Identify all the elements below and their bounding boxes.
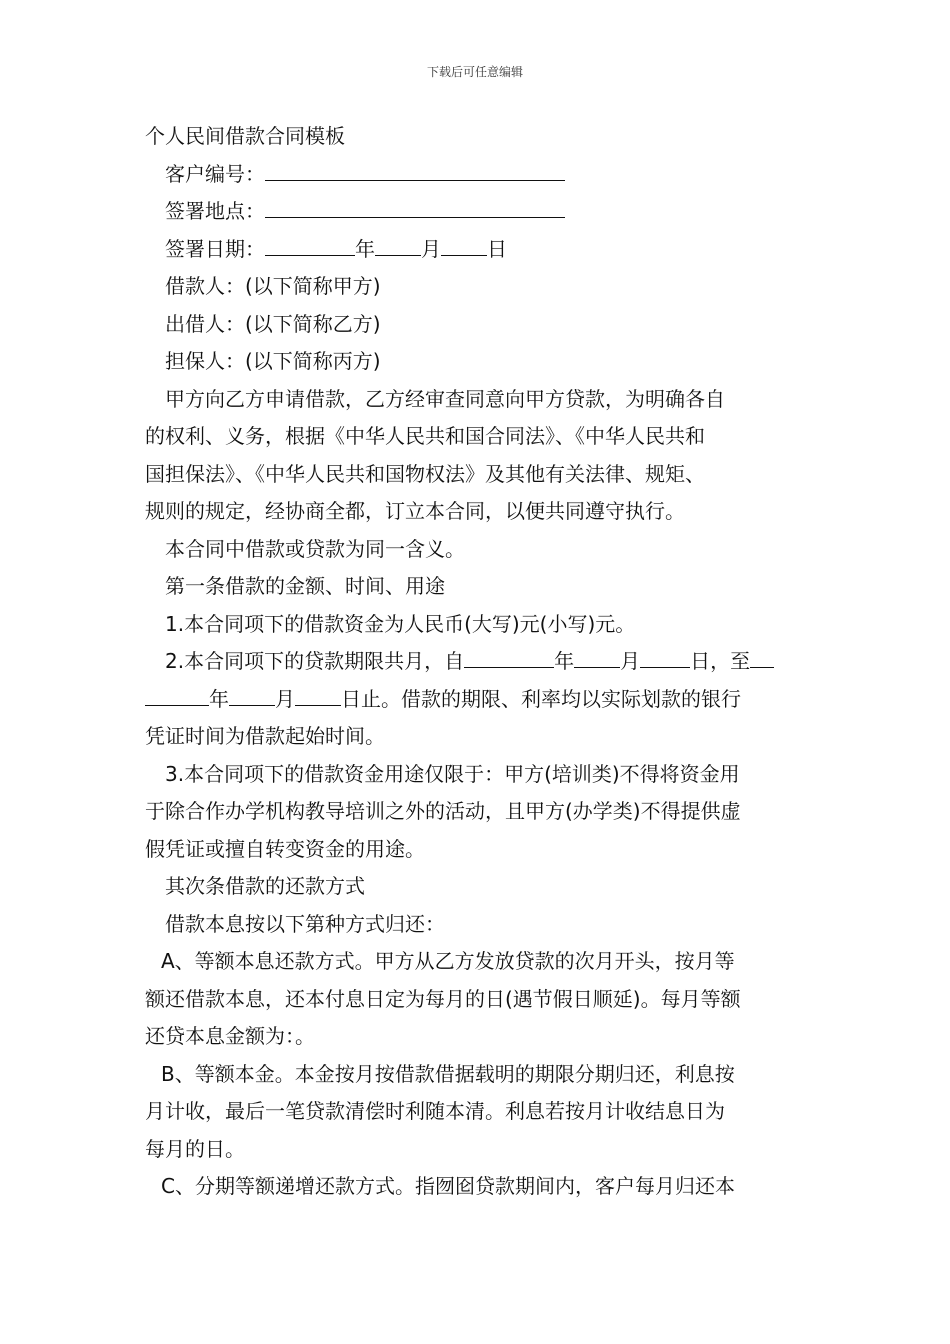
customer-number-blank: [265, 158, 565, 181]
sign-place-line: [145, 193, 815, 231]
customer-number-label: 客户编号：: [165, 161, 265, 186]
term-day-to-label: 日，至: [690, 649, 751, 673]
term-end-month-blank: [229, 683, 275, 706]
same-meaning-clause: 本合同中借款或贷款为同一含义。: [165, 536, 465, 561]
term-start-year-blank: [464, 645, 554, 668]
term-end-year-label: 年: [209, 686, 229, 711]
preamble-line-3: 国担保法》、《中华人民共和国物权法》及其他有关法律、规矩、: [145, 461, 705, 486]
sign-month-blank: [375, 233, 421, 256]
preamble-line-1: 甲方向乙方申请借款，乙方经审查同意向甲方贷款，为明确各自: [165, 386, 725, 411]
term-start-month-blank: [574, 645, 620, 668]
year-label: 年: [355, 236, 375, 261]
article-1-item-1: 1.本合同项下的借款资金为人民币(大写)元(小写)元。: [165, 611, 636, 636]
lender-line: 出借人：(以下简称乙方): [165, 311, 381, 336]
sign-day-blank: [441, 233, 487, 256]
term-end-text: 日止。借款的期限、利率均以实际划款的银行: [341, 686, 741, 711]
term-year-label: 年: [554, 649, 575, 673]
article-1-item-3-line-3: 假凭证或擅自转变资金的用途。: [145, 836, 425, 861]
article-1-item-3-line-2: 于除合作办学机构教导培训之外的活动，且甲方(办学类)不得提供虚: [145, 799, 741, 823]
sign-place-label: 签署地点：: [165, 199, 265, 223]
option-a-line-3: 还贷本息金额为：。: [145, 1024, 315, 1048]
contract-body: [145, 118, 815, 1206]
page-header-note: 下载后可任意编辑: [426, 65, 523, 79]
term-start-day-blank: [640, 645, 690, 668]
guarantor-line: 担保人：(以下简称丙方): [165, 349, 381, 373]
term-month-label: 月: [620, 649, 641, 673]
sign-year-blank: [265, 233, 355, 256]
option-a-line-1: A、等额本息还款方式。甲方从乙方发放贷款的次月开头，按月等: [161, 949, 735, 973]
term-end-year-blank-part-1: [750, 645, 774, 668]
borrower-line: 借款人：(以下简称甲方): [165, 274, 381, 298]
preamble-line-4: 规则的规定，经协商全都，订立本合同，以便共同遵守执行。: [145, 499, 685, 523]
option-b-line-2: 月计收，最后一笔贷款清偿时利随本清。利息若按月计收结息日为: [145, 1099, 725, 1123]
article-2-heading: 其次条借款的还款方式: [165, 874, 365, 898]
document-title: 个人民间借款合同模板: [145, 124, 345, 148]
sign-place-blank: [265, 195, 565, 218]
article-1-item-2-line-2: [145, 681, 815, 719]
month-label: 月: [421, 236, 441, 261]
option-b-line-1: B、等额本金。本金按月按借款借据载明的期限分期归还，利息按: [161, 1061, 735, 1086]
option-a-line-2: 额还借款本息，还本付息日定为每月的日(遇节假日顺延)。每月等额: [145, 986, 741, 1011]
article-1-item-3-line-1: 3.本合同项下的借款资金用途仅限于：甲方(培训类)不得将资金用: [165, 761, 740, 786]
term-end-day-blank: [295, 683, 341, 706]
sign-date-line: [145, 231, 815, 269]
customer-number-line: [145, 156, 815, 194]
article-1-item-2-line-1: [145, 643, 815, 681]
article-1-item-2-line-3: 凭证时间为借款起始时间。: [145, 724, 385, 748]
loan-term-text: 2.本合同项下的贷款期限共月，自: [165, 649, 465, 673]
preamble-line-2: 的权利、义务，根据《中华人民共和国合同法》、《中华人民共和: [145, 424, 705, 448]
term-end-year-blank-part-2: [145, 683, 209, 706]
day-label: 日: [487, 236, 507, 261]
article-1-heading: 第一条借款的金额、时间、用途: [165, 574, 445, 598]
sign-date-label: 签署日期：: [165, 236, 265, 261]
article-2-intro: 借款本息按以下第种方式归还：: [165, 911, 445, 936]
option-b-line-3: 每月的日。: [145, 1136, 245, 1161]
option-c-line-1: C、分期等额递增还款方式。指囫囵贷款期间内，客户每月归还本: [161, 1174, 735, 1198]
term-end-month-label: 月: [275, 686, 295, 711]
